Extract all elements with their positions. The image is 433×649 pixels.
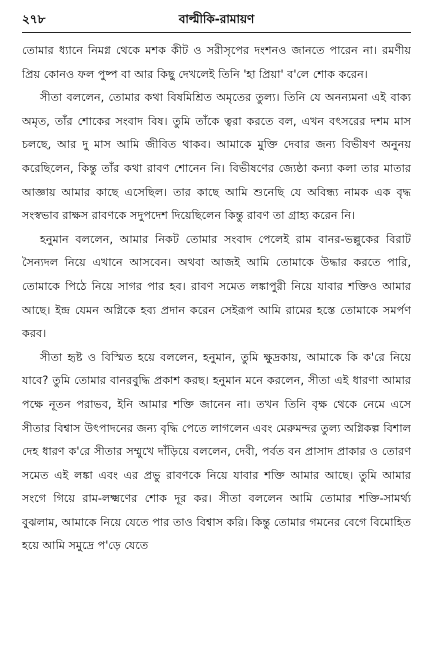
paragraph: হনুমান বললেন, আমার নিকট তোমার সংবাদ পেলেই রাম বানর-ভল্লুকের বিরাট সৈন্যদল নিয়ে এখানে আসবেন। অথবা আজই আমি তোমাকে উদ্ধার করতে পারি, তোমাকে পিঠে নিয়ে সাগর পার হব। রাবণ সমেত লঙ্কাপুরী নিয়ে যাবার শক্তিও আমার আছে। ইন্দ্র যেমন অগ্নিকে হব্য প্রদান করেন সেইরূপ আমি রামের হস্তে তোমাকে সমর্পণ করব। <box>22 232 411 341</box>
body-text <box>22 39 411 558</box>
running-title: বাল্মীকি-রামায়ণ <box>178 12 255 26</box>
paragraph: সীতা হৃষ্ট ও বিস্মিত হয়ে বললেন, হনুমান, তুমি ক্ষুদ্রকায়, আমাকে কি ক'রে নিয়ে যাবে? তুমি তোমার বানরবুদ্ধি প্রকাশ করছ। হনুমান মনে করলেন, সীতা এই ধারণা আমার পক্ষে নূতন পরাভব, ইনি আমার শক্তি জানেন না। তখন তিনি বৃক্ষ থেকে নেমে এসে সীতার বিশ্বাস উৎপাদনের জন্য বৃদ্ধি পেতে লাগলেন এবং মেরুমন্দর তুল্য অগ্নিকল্প বিশাল দেহ ধারণ ক'রে সীতার সম্মুখে দাঁড়িয়ে বললেন, দেবী, পর্বত বন প্রাসাদ প্রাকার ও তোরণ সমেত এই লঙ্কা এবং এর প্রভু রাবণকে নিয়ে যাবার শক্তি আমার আছে। তুমি আমার সংগে গিয়ে রাম-লক্ষ্মণের শোক দূর কর। সীতা বললেন আমি তোমার শক্তি-সামর্থ্য বুঝলাম, আমাকে নিয়ে যেতে পার তাও বিশ্বাস করি। কিন্তু তোমার গমনের বেগে বিমোহিত হয়ে আমি সমুদ্রে প'ড়ে যেতে <box>22 350 411 553</box>
page-header <box>22 8 411 33</box>
paragraph: সীতা বললেন, তোমার কথা বিষমিশ্রিত অমৃতের তুল্য। তিনি যে অনন্যমনা এই বাক্য অমৃত, তাঁর শোকের সংবাদ বিষ। তুমি তাঁকে ত্বরা করতে বল, এখন বৎসরের দশম মাস চলছে, আর দু মাস আমি জীবিত থাকব। আমাকে মুক্তি দেবার জন্য বিভীষণ অনুনয় করেছিলেন, কিন্তু তাঁর কথা রাবণ শোনেন নি। বিভীষণের জ্যেষ্ঠা কন্যা কলা তার মাতার আজ্ঞায় আমার কাছে এসেছিল। তার কাছে আমি শুনেছি যে অবিন্ধ্য নামক এক বৃদ্ধ সংস্বভাব রাক্ষস রাবণকে সদুপদেশ দিয়েছিলেন কিন্তু রাবণ তা গ্রাহ্য করেন নি। <box>22 91 411 223</box>
page-number: ২৭৮ <box>22 12 46 26</box>
paragraph: তোমার ধ্যানে নিমগ্ন থেকে মশক কীট ও সরীসৃপের দংশনও জানতে পারেন না। রমণীয় প্রিয় কোনও ফল পুষ্প বা আর কিছু দেখলেই তিনি 'হা প্রিয়া' ব'লে শোক করেন। <box>22 44 411 81</box>
